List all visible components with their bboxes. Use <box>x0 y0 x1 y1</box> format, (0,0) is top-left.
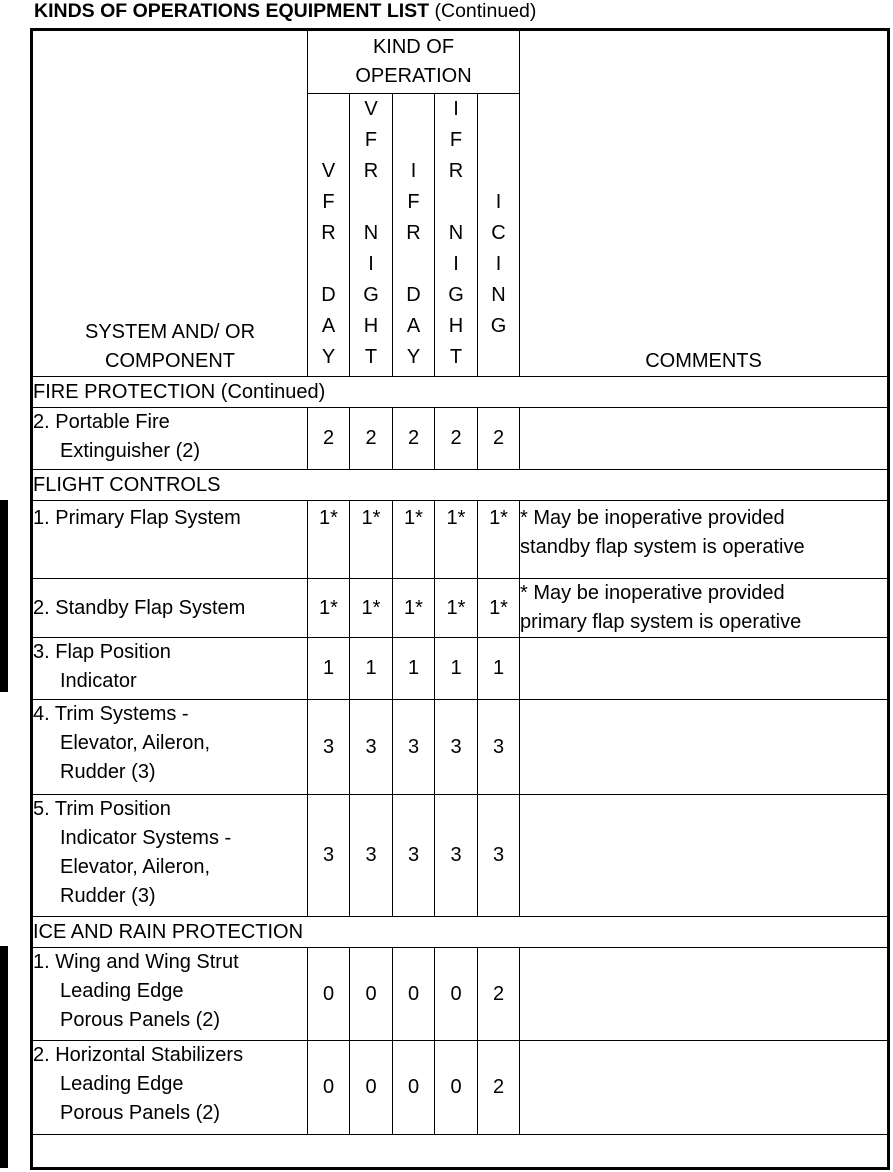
icing-value: 1 <box>478 638 520 700</box>
ifr-day-value: 2 <box>393 408 435 470</box>
table-row <box>32 948 889 1041</box>
ifr-night-value: 3 <box>435 795 478 917</box>
comment-cell: * May be inoperative provided primary flap system is operative <box>520 579 889 638</box>
title-bold: KINDS OF OPERATIONS EQUIPMENT LIST <box>34 0 430 22</box>
icing-value: 3 <box>478 795 520 917</box>
table-row <box>32 1135 889 1169</box>
component-name: 2. Horizontal Stabilizers Leading Edge Porous Panels (2) <box>32 1041 308 1135</box>
kind-of-operation-header <box>308 30 520 94</box>
section-fire-protection: FIRE PROTECTION (Continued) <box>32 377 889 408</box>
column-header-ifr-day: I F R D A Y <box>393 94 435 377</box>
vfr-night-value: 1* <box>350 501 393 579</box>
section-ice-rain-protection: ICE AND RAIN PROTECTION <box>32 917 889 948</box>
icing-value: 2 <box>478 408 520 470</box>
component-name: 1. Wing and Wing Strut Leading Edge Porous Panels (2) <box>32 948 308 1041</box>
comments-header: COMMENTS <box>520 30 889 377</box>
component-name: 3. Flap Position Indicator <box>32 638 308 700</box>
column-header-vfr-night: V F R N I G H T <box>350 94 393 377</box>
section-row <box>32 377 889 408</box>
table-row <box>32 579 889 638</box>
component-name: 5. Trim Position Indicator Systems - Elevator, Aileron, Rudder (3) <box>32 795 308 917</box>
system-component-header <box>32 30 308 377</box>
component-name: 2. Portable Fire Extinguisher (2) <box>32 408 308 470</box>
vfr-night-value: 3 <box>350 795 393 917</box>
section-row <box>32 917 889 948</box>
ifr-day-value: 3 <box>393 700 435 795</box>
vfr-night-value: 1* <box>350 579 393 638</box>
vfr-day-value: 3 <box>308 700 350 795</box>
vfr-day-value: 0 <box>308 948 350 1041</box>
vfr-day-value: 1* <box>308 579 350 638</box>
vfr-day-value: 1* <box>308 501 350 579</box>
equipment-list-table <box>30 28 890 1170</box>
ifr-day-value: 0 <box>393 948 435 1041</box>
comment-cell <box>520 408 889 470</box>
icing-value: 2 <box>478 948 520 1041</box>
comment-cell <box>520 700 889 795</box>
component-name: 1. Primary Flap System <box>32 501 308 579</box>
ifr-day-value: 1* <box>393 501 435 579</box>
ifr-night-value: 2 <box>435 408 478 470</box>
vfr-night-value: 1 <box>350 638 393 700</box>
section-flight-controls: FLIGHT CONTROLS <box>32 470 889 501</box>
icing-value: 1* <box>478 501 520 579</box>
comment-cell <box>520 948 889 1041</box>
ifr-day-value: 0 <box>393 1041 435 1135</box>
header-text: OPERATION <box>355 65 472 87</box>
vfr-night-value: 3 <box>350 700 393 795</box>
table-row <box>32 501 889 579</box>
page-title <box>34 0 536 23</box>
component-name: 4. Trim Systems - Elevator, Aileron, Rudder (3) <box>32 700 308 795</box>
ifr-day-value: 1 <box>393 638 435 700</box>
ifr-night-value: 0 <box>435 948 478 1041</box>
table-row <box>32 408 889 470</box>
header-text: SYSTEM AND/ OR <box>84 321 256 343</box>
vfr-night-value: 0 <box>350 948 393 1041</box>
comment-cell: * May be inoperative provided standby flap system is operative <box>520 501 889 579</box>
column-header-vfr-day: V F R D A Y <box>308 94 350 377</box>
icing-value: 1* <box>478 579 520 638</box>
table-header-row <box>32 30 889 94</box>
section-row <box>32 470 889 501</box>
header-text: COMPONENT <box>105 350 235 372</box>
revision-change-bar <box>0 946 8 1168</box>
comment-cell <box>520 1041 889 1135</box>
component-name: 2. Standby Flap System <box>32 579 308 638</box>
table-row <box>32 638 889 700</box>
ifr-night-value: 1* <box>435 501 478 579</box>
ifr-day-value: 3 <box>393 795 435 917</box>
ifr-day-value: 1* <box>393 579 435 638</box>
title-continued: (Continued) <box>434 0 537 22</box>
ifr-night-value: 0 <box>435 1041 478 1135</box>
column-header-ifr-night: I F R N I G H T <box>435 94 478 377</box>
header-text: KIND OF <box>372 36 455 58</box>
ifr-night-value: 1* <box>435 579 478 638</box>
ifr-night-value: 1 <box>435 638 478 700</box>
column-header-icing: I C I N G <box>478 94 520 377</box>
comment-cell <box>520 638 889 700</box>
vfr-day-value: 1 <box>308 638 350 700</box>
ifr-night-value: 3 <box>435 700 478 795</box>
vfr-night-value: 0 <box>350 1041 393 1135</box>
table-row <box>32 795 889 917</box>
vfr-day-value: 2 <box>308 408 350 470</box>
empty-footer-row <box>32 1135 889 1169</box>
table-row <box>32 700 889 795</box>
vfr-day-value: 0 <box>308 1041 350 1135</box>
revision-change-bar <box>0 500 8 692</box>
comment-cell <box>520 795 889 917</box>
vfr-day-value: 3 <box>308 795 350 917</box>
vfr-night-value: 2 <box>350 408 393 470</box>
table-row <box>32 1041 889 1135</box>
icing-value: 2 <box>478 1041 520 1135</box>
icing-value: 3 <box>478 700 520 795</box>
